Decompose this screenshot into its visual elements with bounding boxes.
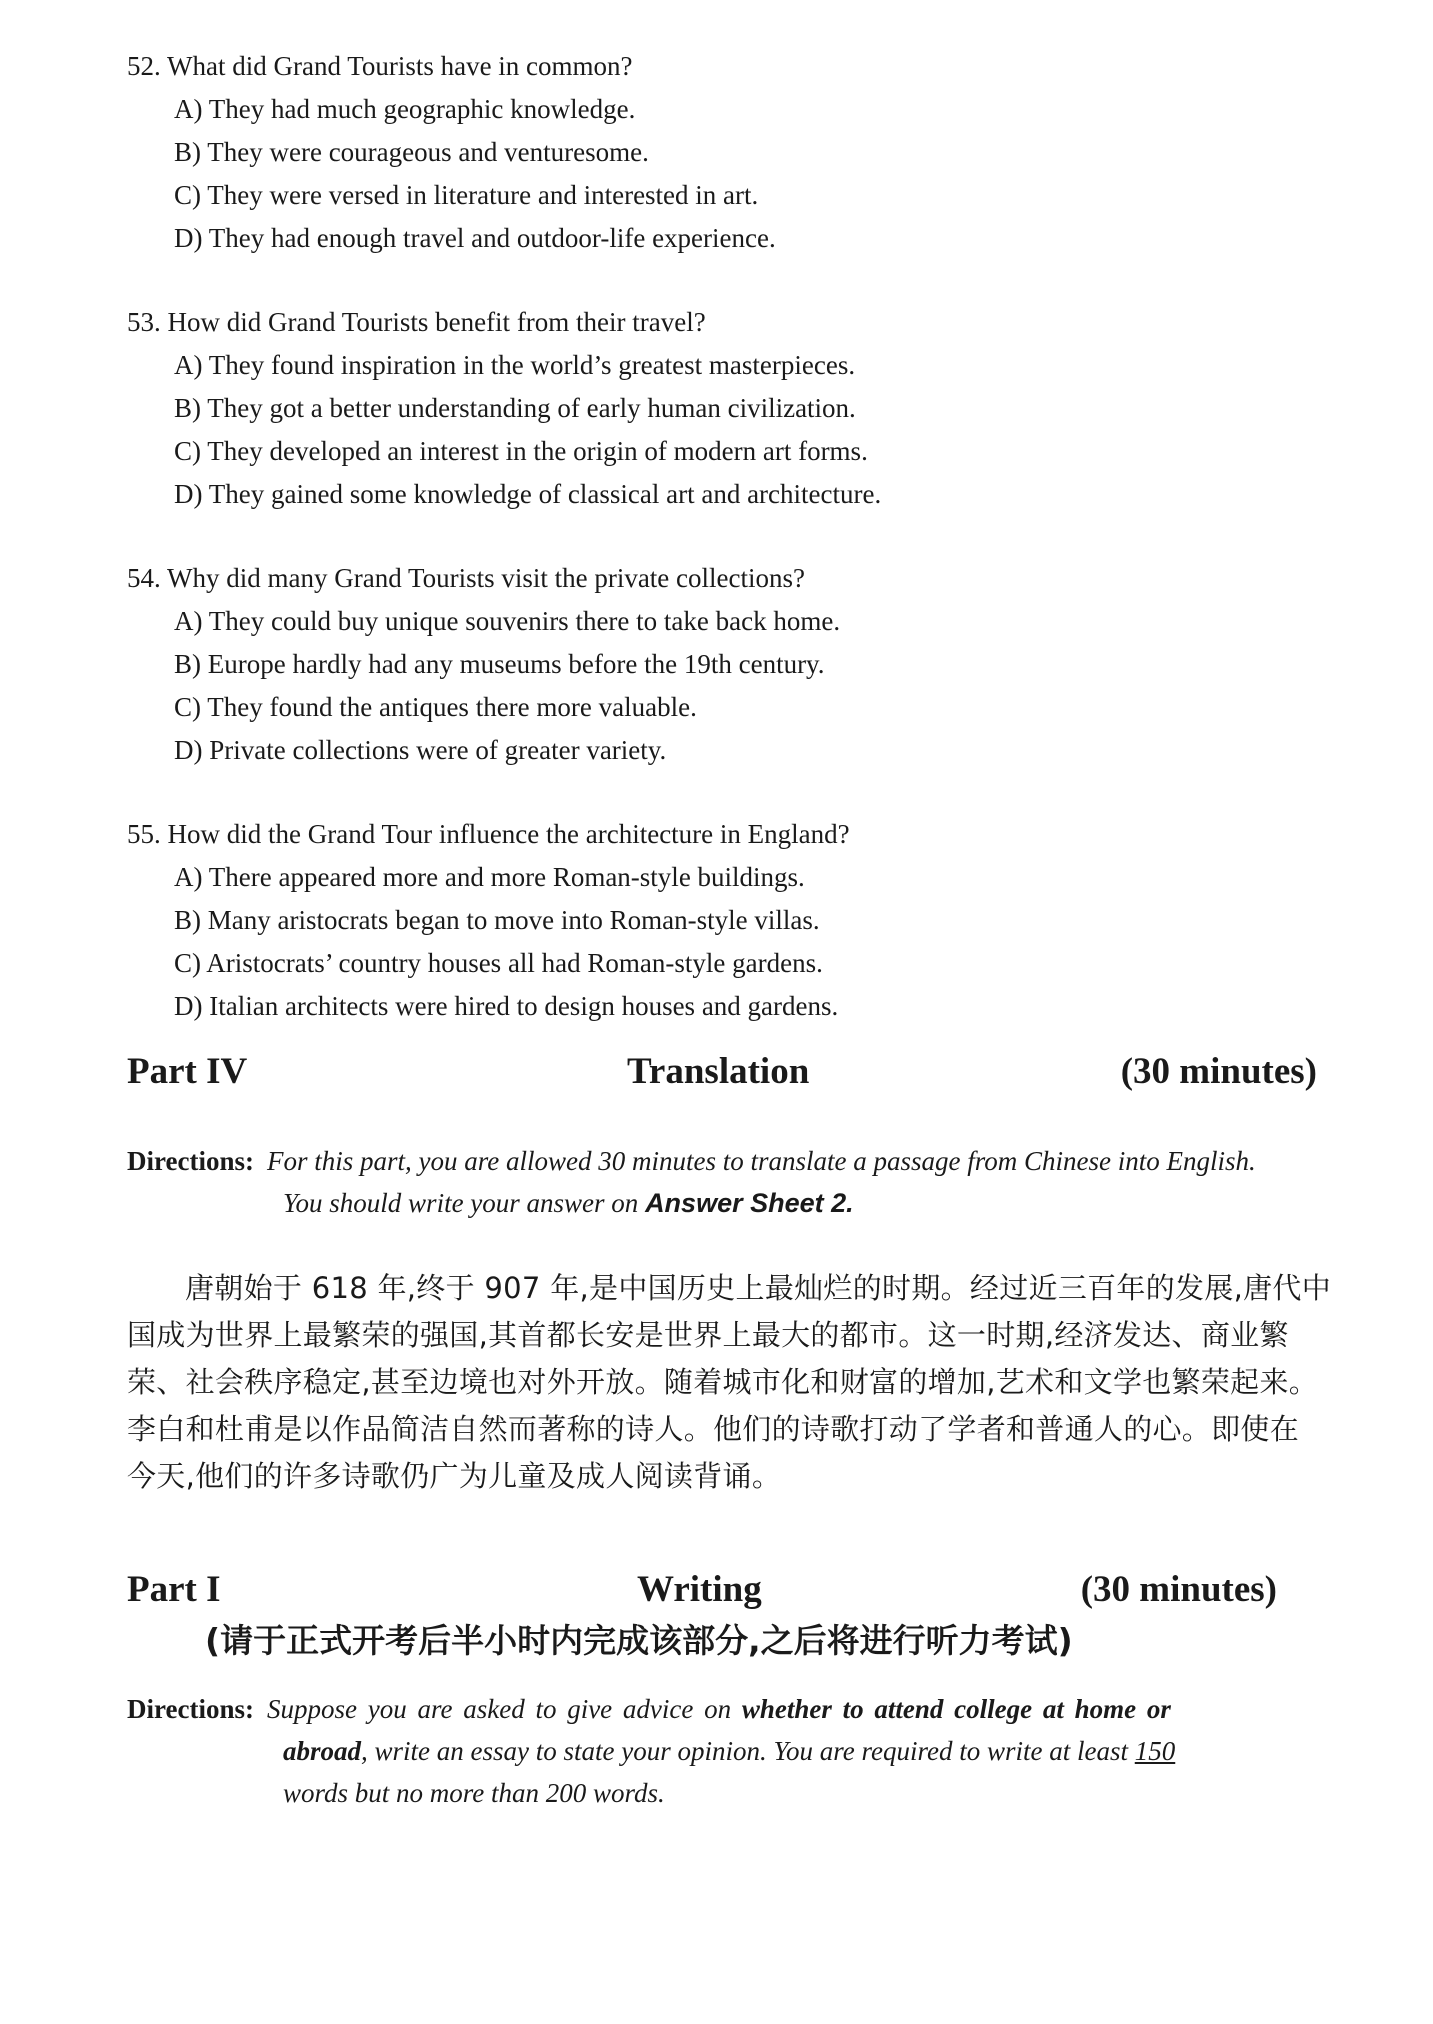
passage-line: 国成为世界上最繁荣的强国,其首都长安是世界上最大的都市。这一时期,经济发达、商业繁 [127, 1318, 1289, 1352]
option-c: C) They were versed in literature and interested in art. [174, 180, 759, 210]
option-a: A) There appeared more and more Roman-style buildings. [174, 862, 805, 892]
option-d: D) Italian architects were hired to design houses and gardens. [174, 991, 839, 1021]
question-stem: 54. Why did many Grand Tourists visit the private collections? [127, 563, 805, 593]
option-a: A) They had much geographic knowledge. [174, 94, 636, 124]
word-count-min: 150 [1134, 1736, 1176, 1766]
option-b: B) Many aristocrats began to move into Roman-style villas. [174, 905, 820, 935]
directions-line [283, 1730, 1175, 1772]
directions-text [267, 1140, 1256, 1224]
translation-passage [127, 1265, 1332, 1500]
part-label: Part IV [127, 1051, 248, 1092]
passage-line: 荣、社会秩序稳定,甚至边境也对外开放。随着城市化和财富的增加,艺术和文学也繁荣起来。 [127, 1365, 1319, 1399]
directions-text-part: , write an essay to state your opinion. You are required to write at least [361, 1736, 1135, 1766]
option-d: D) They gained some knowledge of classical art and architecture. [174, 479, 882, 509]
question-54 [127, 557, 1327, 772]
passage-line: 唐朝始于 618 年,终于 907 年,是中国历史上最灿烂的时期。经过近三百年的发展,唐代中 [185, 1271, 1332, 1305]
option-d: D) Private collections were of greater variety. [174, 735, 667, 765]
part-iv-directions [127, 1140, 1327, 1230]
passage-line: 今天,他们的许多诗歌仍广为儿童及成人阅读背诵。 [127, 1459, 782, 1493]
option-c: C) They found the antiques there more valuable. [174, 692, 697, 722]
directions-text-part: You should write your answer on [283, 1188, 646, 1218]
option-a: A) They found inspiration in the world’s greatest masterpieces. [174, 350, 856, 380]
option-c: C) Aristocrats’ country houses all had Roman-style gardens. [174, 948, 823, 978]
part-label: Part I [127, 1569, 221, 1610]
option-c: C) They developed an interest in the origin of modern art forms. [174, 436, 868, 466]
question-52 [127, 45, 1327, 260]
option-d: D) They had enough travel and outdoor-life experience. [174, 223, 776, 253]
part-time: (30 minutes) [1120, 1051, 1317, 1092]
question-stem: 53. How did Grand Tourists benefit from their travel? [127, 307, 706, 337]
directions-label: Directions: [127, 1146, 254, 1176]
part-title: Translation [627, 1051, 810, 1092]
part-i-heading [127, 1565, 1277, 1615]
question-53 [127, 301, 1327, 516]
directions-label: Directions: [127, 1694, 254, 1724]
answer-sheet-label: Answer Sheet 2. [645, 1188, 854, 1218]
question-stem: 52. What did Grand Tourists have in common? [127, 51, 633, 81]
part-i-subtitle: (请于正式开考后半小时内完成该部分,之后将进行听力考试) [205, 1621, 1073, 1660]
option-b: B) Europe hardly had any museums before the 19th century. [174, 649, 825, 679]
directions-line [283, 1182, 1256, 1224]
essay-topic: whether to attend college at home or [741, 1694, 1171, 1724]
directions-text [267, 1688, 1176, 1814]
option-b: B) They were courageous and venturesome. [174, 137, 649, 167]
directions-line: words but no more than 200 words. [283, 1778, 665, 1808]
option-a: A) They could buy unique souvenirs there to take back home. [174, 606, 841, 636]
question-stem: 55. How did the Grand Tour influence the architecture in England? [127, 819, 850, 849]
passage-line: 李白和杜甫是以作品简洁自然而著称的诗人。他们的诗歌打动了学者和普通人的心。即使在 [127, 1412, 1300, 1446]
option-b: B) They got a better understanding of early human civilization. [174, 393, 856, 423]
part-i-directions [127, 1688, 1327, 1818]
directions-line [267, 1688, 1175, 1730]
essay-topic-cont: abroad [283, 1736, 362, 1766]
directions-text-part: Suppose you are asked to give advice on [267, 1694, 742, 1724]
directions-line: For this part, you are allowed 30 minutes to translate a passage from Chinese into English. [267, 1146, 1256, 1176]
part-time: (30 minutes) [1080, 1569, 1277, 1610]
part-title: Writing [637, 1569, 762, 1610]
question-55 [127, 813, 1327, 1028]
part-iv-heading [127, 1047, 1317, 1097]
